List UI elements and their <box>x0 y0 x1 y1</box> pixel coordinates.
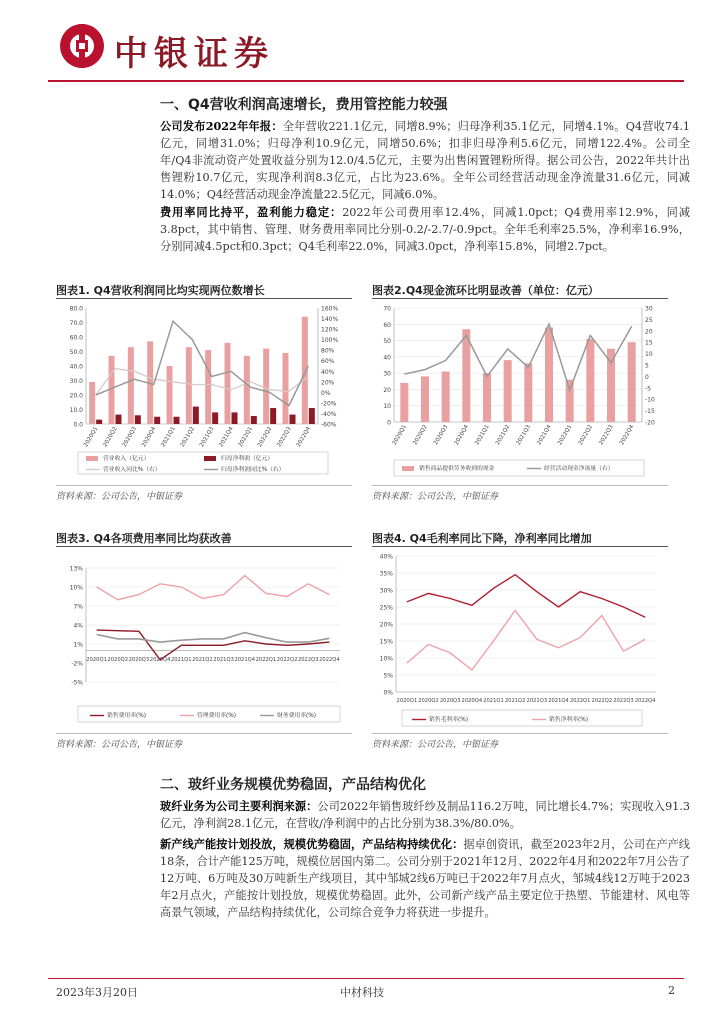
y2-tick-label: 140% <box>321 316 339 324</box>
y2-tick-label: 160% <box>321 305 339 313</box>
data-bar <box>290 415 296 424</box>
data-bar <box>263 349 269 424</box>
y-tick-label: 50 <box>383 338 391 346</box>
section1-paragraph2 <box>160 204 690 255</box>
data-bar <box>135 415 141 424</box>
y-tick-label: 1% <box>73 641 83 649</box>
section2-paragraph1 <box>160 798 690 832</box>
x-tick-label: 2020Q2 <box>107 657 129 663</box>
x-tick-label: 2021Q4 <box>536 424 553 447</box>
x-tick-label: 2020Q4 <box>149 657 171 663</box>
series-line <box>97 633 330 643</box>
y2-tick-label: 15 <box>645 339 653 347</box>
data-bar <box>628 342 636 422</box>
x-tick-label: 2022Q3 <box>598 424 615 447</box>
data-bar <box>174 417 180 424</box>
y-tick-label: 30% <box>379 587 393 595</box>
y-tick-label: 40 <box>383 354 391 362</box>
x-tick-label: 2020Q3 <box>433 424 450 447</box>
x-tick-label: 2021Q2 <box>495 424 512 447</box>
section1-p2-body: 2022年公司费用率12.4%，同减1.0pct；Q4费用率12.9%，同减3.8pct，其中销售、管理、财务费用率同比分别-0.2/-2.7/-0.9pct。全年毛利率25.5%，净利率16.9%，分别同减4.5pct和0.3pct；Q4毛利率22.0%，同减3.0pct，净利率15.8%，同增2.7pct。 <box>160 206 690 253</box>
y-tick-label: 0% <box>383 689 393 697</box>
series-line <box>97 630 330 660</box>
section2-paragraph2 <box>160 836 690 921</box>
data-bar <box>96 420 102 424</box>
figure2-title: 图表2.Q4现金流环比明显改善（单位：亿元） <box>372 284 599 297</box>
x-tick-label: 2021Q3 <box>199 426 216 449</box>
y-tick-label: 30 <box>383 370 391 378</box>
data-bar <box>251 416 257 424</box>
bank-logo-icon <box>60 24 104 68</box>
footer-date: 2023年3月20日 <box>56 986 138 999</box>
chart-expense-ratios <box>56 550 352 730</box>
y-tick-label: 5% <box>383 672 393 680</box>
legend-label: 归母净利润同比%（右） <box>221 467 285 473</box>
legend-label: 销售费用率(%) <box>107 713 147 719</box>
y2-tick-label: 0 <box>645 373 649 381</box>
y2-tick-label: 30 <box>645 305 653 313</box>
y-tick-label: 50.0 <box>69 349 83 356</box>
y2-tick-label: 10 <box>645 351 653 359</box>
y-tick-label: 20.0 <box>69 392 83 400</box>
y-tick-label: 10 <box>383 403 391 411</box>
figure4-source: 资料来源：公司公告，中银证券 <box>372 740 499 750</box>
chart-margins <box>372 550 668 730</box>
legend-label: 销售商品提供劳务收到的现金 <box>419 466 495 472</box>
figure4-title: 图表4. Q4毛利率同比下降，净利率同比增加 <box>372 532 592 545</box>
y2-tick-label: 20% <box>321 379 335 387</box>
legend-label: 销售毛利率(%) <box>429 717 469 723</box>
data-bar <box>283 353 289 424</box>
x-tick-label: 2022Q1 <box>569 698 591 704</box>
y-tick-label: 30.0 <box>69 378 83 385</box>
y2-tick-label: 0% <box>321 389 331 397</box>
data-bar <box>244 356 250 424</box>
y-tick-label: 20% <box>379 621 393 629</box>
section1-p1-body: 全年营收221.1亿元，同增8.9%；归母净利35.1亿元，同增4.1%。Q4营收74.1亿元，同增31.0%；归母净利10.9亿元，同增50.6%；扣非归母净利5.6亿元，同增122.4%。公司全年/Q4非流动资产处置收益分别为12.0/4.5亿元，主要为出售闲置锂粉所得。据公司公告，2022年共计出售锂粉10.7亿元，实现净利润8.3亿元，占比为23.6%。全年公司经营活动现金净流量31.6亿元，同减14.0%；Q4经营活动现金净流量22.5亿元，同减6.0%。 <box>160 120 691 201</box>
data-bar <box>566 380 574 422</box>
chart-revenue-profit <box>56 302 352 482</box>
y2-tick-label: -40% <box>321 410 337 418</box>
y-tick-label: 70.0 <box>69 320 83 327</box>
figure3-source: 资料来源：公司公告，中银证券 <box>56 740 183 750</box>
y-tick-label: 0 <box>387 419 391 427</box>
chart-cash-flow <box>372 302 668 482</box>
x-tick-label: 2022Q3 <box>613 698 634 704</box>
figure2-top-rule <box>372 298 668 299</box>
data-bar <box>483 373 491 422</box>
y2-tick-label: -10 <box>645 396 655 404</box>
x-tick-label: 2021Q4 <box>234 657 256 663</box>
x-tick-label: 2022Q1 <box>237 426 255 449</box>
y-tick-label: 10.0 <box>69 407 83 414</box>
legend-label: 归母净利润（亿元） <box>221 456 274 462</box>
figure1-title: 图表1. Q4营收利润同比均实现两位数增长 <box>56 284 265 297</box>
y2-tick-label: 80% <box>321 347 335 355</box>
y-tick-label: 60 <box>383 321 391 329</box>
x-tick-label: 2021Q1 <box>483 698 504 704</box>
figure4-top-rule <box>372 546 668 547</box>
page-header <box>48 14 688 80</box>
section2-p2-lead: 新产线产能按计划投放，规模优势稳固，产品结构持续优化： <box>160 837 464 851</box>
y2-tick-label: 25 <box>645 316 653 324</box>
x-tick-label: 2020Q3 <box>121 426 139 449</box>
section2-title: 二、玻纤业务规模优势稳固，产品结构优化 <box>160 777 426 793</box>
y2-tick-label: 120% <box>321 326 339 334</box>
x-tick-label: 2022Q3 <box>276 426 293 449</box>
series-line <box>96 321 309 405</box>
legend-swatch <box>204 456 216 461</box>
x-tick-label: 2022Q1 <box>557 424 574 447</box>
section2-p1-body: 公司2022年销售玻纤纱及制品116.2万吨，同比增长4.7%；实现收入91.3亿元，净利润28.1亿元，在营收/净利润中的占比分别为38.3%/80.0%。 <box>160 800 690 830</box>
x-tick-label: 2022Q4 <box>295 426 313 449</box>
legend-label: 营业收入（亿元） <box>103 456 150 462</box>
data-bar <box>462 329 470 422</box>
section1-p2-lead: 费用率同比持平，盈利能力稳定： <box>160 205 343 219</box>
section1-paragraph1 <box>160 118 690 203</box>
figure3-bottom-rule <box>56 733 352 734</box>
x-tick-label: 2020Q2 <box>412 424 429 447</box>
y2-tick-label: -20% <box>321 400 337 408</box>
legend-label: 销售净利率(%) <box>549 717 589 723</box>
x-tick-label: 2020Q4 <box>141 426 158 449</box>
y2-tick-label: 20 <box>645 328 653 336</box>
legend-label: 经营活动现金净流量（右） <box>544 466 614 472</box>
section2-p1-lead: 玻纤业务为公司主要利润来源： <box>160 799 318 813</box>
footer-page-number: 2 <box>668 984 675 997</box>
legend-label: 管理费用率(%) <box>197 713 237 719</box>
y-tick-label: 35% <box>379 570 393 578</box>
header-divider <box>48 80 684 82</box>
y-tick-label: 10% <box>69 584 83 592</box>
x-tick-label: 2021Q1 <box>160 426 177 449</box>
x-tick-label: 2020Q2 <box>418 698 439 704</box>
section2-p2-body: 据卓创资讯，截至2023年2月，公司在产产线18条，合计产能125万吨，规模位居国内第二。公司分别于2021年12月、2022年4月和2022年7月公告了12万吨、6万吨及30万吨新生产线项目，其中邹城2线6万吨已于2022年7月点火，邹城4线12万吨于2023年2月点火，产能按计划投放，规模优势稳固。此外，公司新产线产品主要定位于热塑、节能建材、风电等高景气领域，产品结构持续优化，公司综合竞争力将获进一步提升。 <box>160 838 690 919</box>
y2-tick-label: 5 <box>645 362 649 370</box>
figure1-bottom-rule <box>56 485 352 486</box>
y-tick-label: 0.0 <box>73 421 83 429</box>
data-bar <box>232 412 238 424</box>
data-bar <box>586 339 594 422</box>
data-bar <box>309 408 315 424</box>
legend-swatch <box>402 466 414 471</box>
y-tick-label: 4% <box>73 622 83 630</box>
data-bar <box>504 360 512 422</box>
y-tick-label: 25% <box>379 604 393 612</box>
x-tick-label: 2021Q4 <box>218 426 235 449</box>
y-tick-label: 10% <box>379 655 393 663</box>
x-tick-label: 2022Q2 <box>591 698 613 704</box>
x-tick-label: 2022Q2 <box>577 424 595 447</box>
data-bar <box>270 408 276 424</box>
x-tick-label: 2021Q3 <box>515 424 533 447</box>
x-tick-label: 2021Q2 <box>504 698 526 704</box>
figure3-title: 图表3. Q4各项费用率同比均获改善 <box>56 532 232 545</box>
y2-tick-label: -60% <box>321 421 337 429</box>
data-bar <box>116 415 122 424</box>
x-tick-label: 2021Q3 <box>526 698 548 704</box>
x-tick-label: 2022Q4 <box>319 657 340 663</box>
section1-title: 一、Q4营收利润高速增长，费用管控能力较强 <box>160 97 448 113</box>
y-tick-label: -2% <box>71 660 83 668</box>
data-bar <box>89 382 95 424</box>
figure1-source: 资料来源：公司公告，中银证券 <box>56 492 183 502</box>
data-bar <box>421 376 429 422</box>
y2-tick-label: -20 <box>645 419 655 427</box>
legend-label: 营业收入同比%（右） <box>103 467 161 473</box>
x-tick-label: 2021Q2 <box>179 426 197 449</box>
data-bar <box>212 412 218 424</box>
data-bar <box>524 363 532 422</box>
x-tick-label: 2021Q1 <box>170 657 192 663</box>
data-bar <box>186 347 192 424</box>
data-bar <box>225 343 231 424</box>
section1-p1-lead: 公司发布2022年年报： <box>160 119 283 133</box>
series-line <box>407 610 645 670</box>
x-tick-label: 2020Q1 <box>396 698 418 704</box>
data-bar <box>205 350 211 424</box>
y2-tick-label: -5 <box>645 385 651 393</box>
x-tick-label: 2021Q4 <box>548 698 569 704</box>
x-tick-label: 2021Q2 <box>192 657 213 663</box>
series-line <box>407 575 645 618</box>
y-tick-label: 40.0 <box>69 363 83 371</box>
x-tick-label: 2022Q3 <box>297 657 319 663</box>
x-tick-label: 2020Q3 <box>439 698 461 704</box>
data-bar <box>545 328 553 422</box>
legend-swatch <box>86 456 98 461</box>
x-tick-label: 2022Q4 <box>619 424 636 447</box>
x-tick-label: 2021Q3 <box>213 657 234 663</box>
y-tick-label: 40% <box>379 553 393 561</box>
x-tick-label: 2020Q4 <box>461 698 483 704</box>
data-bar <box>128 347 134 424</box>
y-tick-label: -5% <box>71 679 83 687</box>
y-tick-label: 60.0 <box>69 334 83 342</box>
x-tick-label: 2020Q1 <box>83 426 100 449</box>
y2-tick-label: 100% <box>321 337 339 345</box>
x-tick-label: 2022Q2 <box>276 657 298 663</box>
y2-tick-label: -15 <box>645 408 655 416</box>
brand-name: 中银证券 <box>114 34 274 74</box>
figure3-top-rule <box>56 546 352 547</box>
footer-company: 中材科技 <box>340 986 384 999</box>
figure2-bottom-rule <box>372 485 668 486</box>
y-tick-label: 70 <box>383 305 391 313</box>
figure4-bottom-rule <box>372 733 668 734</box>
x-tick-label: 2022Q4 <box>634 698 656 704</box>
series-line <box>97 576 330 600</box>
x-tick-label: 2022Q2 <box>257 426 274 449</box>
data-bar <box>167 366 173 424</box>
x-tick-label: 2022Q1 <box>255 657 277 663</box>
y-tick-label: 80.0 <box>69 305 83 313</box>
y-tick-label: 13% <box>69 565 83 573</box>
x-tick-label: 2020Q4 <box>453 424 471 447</box>
x-tick-label: 2021Q1 <box>474 424 491 447</box>
x-tick-label: 2020Q1 <box>86 657 107 663</box>
x-tick-label: 2020Q1 <box>391 424 409 447</box>
y-tick-label: 20 <box>383 386 391 394</box>
footer-divider <box>48 978 684 979</box>
x-tick-label: 2020Q2 <box>102 426 119 449</box>
x-tick-label: 2020Q3 <box>128 657 150 663</box>
y-tick-label: 7% <box>73 603 83 611</box>
y2-tick-label: 40% <box>321 368 335 376</box>
legend-label: 财务费用率(%) <box>277 713 317 719</box>
y2-tick-label: 60% <box>321 358 335 366</box>
figure1-top-rule <box>56 298 352 299</box>
y-tick-label: 15% <box>379 638 393 646</box>
data-bar <box>442 372 450 422</box>
data-bar <box>193 407 199 424</box>
data-bar <box>154 417 160 424</box>
figure2-source: 资料来源：公司公告，中银证券 <box>372 492 499 502</box>
data-bar <box>400 383 408 422</box>
